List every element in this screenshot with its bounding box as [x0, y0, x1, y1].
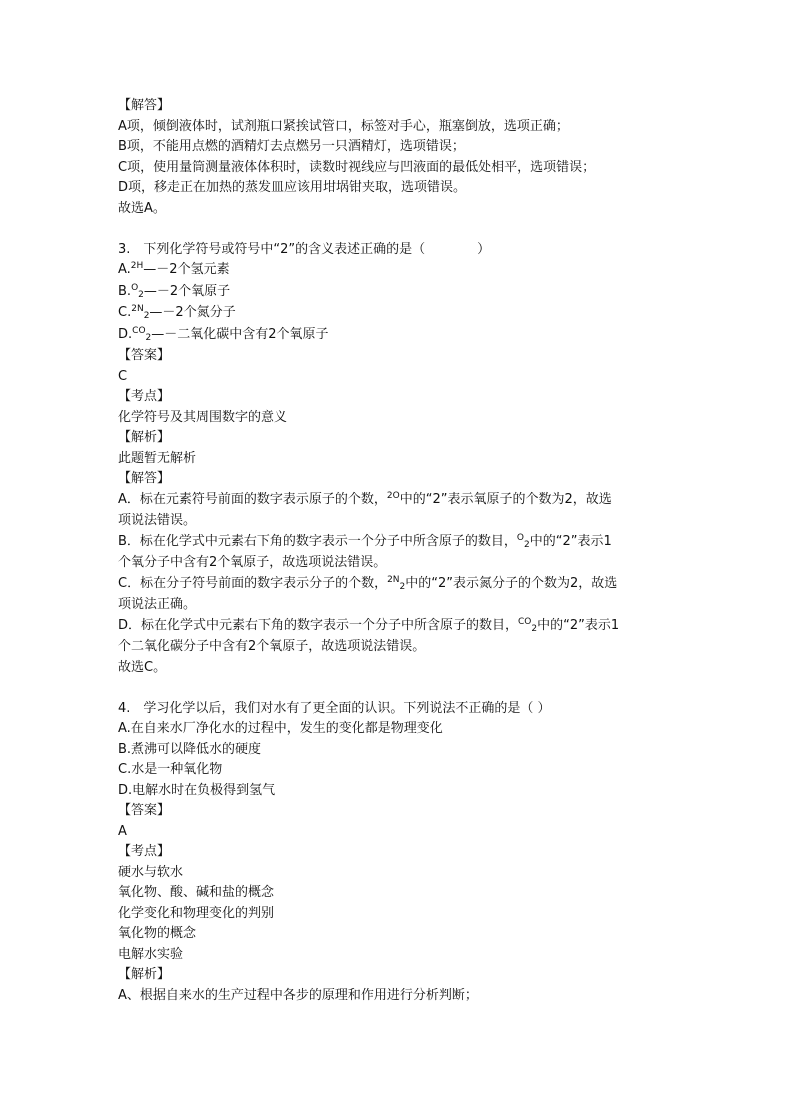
jiexi-value: 此题暂无解析 [118, 450, 197, 466]
spacer [118, 219, 678, 240]
question-3-option-c [118, 303, 678, 325]
jiexi-heading: 【解析】 [118, 967, 171, 982]
jiexi-heading: 【解析】 [118, 430, 171, 445]
formula: CO [132, 325, 146, 336]
formula: 2O [386, 490, 400, 501]
answer-heading: 【答案】 [118, 348, 171, 363]
spacer [118, 678, 678, 699]
question-4-option-b: B.煮沸可以降低水的硬度 [118, 741, 262, 757]
text: B．标在化学式中元素右下角的数字表示一个分子中所含原子的数目， [118, 533, 517, 549]
jieda-b-line-1 [118, 532, 678, 554]
question-4-option-a: A.在自来水厂净化水的过程中，发生的变化都是物理变化 [118, 721, 443, 736]
option-prefix: A. [118, 262, 131, 277]
jieda-heading: 【解答】 [118, 471, 171, 486]
formula-subscript: 2 [399, 581, 406, 592]
formula: CO [518, 616, 532, 627]
solution-conclusion: 故选A。 [118, 200, 166, 216]
question-4-option-d: D.电解水时在负极得到氢气 [118, 782, 276, 798]
formula: O [516, 532, 525, 543]
formula: O [131, 282, 139, 293]
option-prefix: C. [118, 305, 132, 320]
jieda-a-line-1 [118, 490, 678, 512]
option-prefix: D. [118, 326, 133, 342]
question-3-conclusion: 故选C。 [118, 659, 167, 675]
solution-line-c: C项，使用量筒测量液体体积时，读数时视线应与凹液面的最低处相平，选项错误； [118, 159, 596, 175]
option-text: —－2个氮分子 [149, 305, 236, 320]
option-prefix: B. [118, 283, 132, 299]
section-heading-jieda: 【解答】 [118, 98, 171, 113]
option-text: —－2个氧原子 [143, 283, 231, 299]
kaodian-heading: 【考点】 [118, 844, 171, 859]
option-text: —－2个氢元素 [143, 262, 230, 277]
jiexi-value: A、根据自来水的生产过程中各步的原理和作用进行分析判断； [118, 987, 478, 1003]
jieda-c-line-2: 项说法正确。 [118, 597, 197, 612]
jieda-d-line-2: 个二氧化碳分子中含有2个氧原子，故选项说法错误。 [118, 639, 426, 654]
kaodian-item: 电解水实验 [118, 946, 184, 962]
answer-value: A [118, 823, 127, 839]
formula-subscript: 2 [531, 623, 538, 634]
text: 中的“2”表示氮分子的个数为2，故选 [405, 575, 618, 591]
formula: 2H [130, 261, 144, 271]
text: C．标在分子符号前面的数字表示分子的个数， [118, 575, 388, 591]
question-3-option-a [118, 260, 678, 282]
question-3-option-d [118, 325, 678, 347]
formula-subscript: 2 [143, 311, 150, 321]
kaodian-item: 化学变化和物理变化的判别 [118, 905, 275, 921]
jieda-a-line-2: 项说法错误。 [118, 513, 197, 528]
jieda-b-line-2: 个氧分子中含有2个氧原子，故选项说法错误。 [118, 555, 387, 570]
jieda-d-line-1 [118, 616, 678, 638]
text: D．标在化学式中元素右下角的数字表示一个分子中所含原子的数目， [118, 617, 519, 633]
question-4-stem: 4. 学习化学以后，我们对水有了更全面的认识。下列说法不正确的是（ ） [118, 700, 551, 716]
text: 中的“2”表示1 [529, 533, 612, 549]
formula-subscript: 2 [138, 289, 144, 300]
kaodian-value: 化学符号及其周围数字的意义 [118, 409, 288, 425]
formula: 2N [387, 574, 400, 585]
solution-line-b: B项，不能用点燃的酒精灯去点燃另一只酒精灯，选项错误； [118, 139, 465, 154]
answer-value: C [118, 368, 128, 384]
text: 中的“2”表示1 [537, 617, 620, 633]
option-text: —－二氧化碳中含有2个氧原子 [151, 326, 329, 342]
question-3-option-b [118, 282, 678, 304]
question-3-stem: 3. 下列化学符号或符号中“2”的含义表述正确的是（ ） [118, 241, 491, 257]
text: 中的“2”表示氧原子的个数为2，故选 [399, 491, 612, 507]
jieda-c-line-1 [118, 574, 678, 596]
text: A．标在元素符号前面的数字表示原子的个数， [118, 491, 387, 507]
question-4-option-c: C.水是一种氧化物 [118, 762, 223, 777]
kaodian-item: 氧化物的概念 [118, 926, 197, 941]
formula-subscript: 2 [524, 539, 530, 550]
document-page [118, 96, 678, 1006]
answer-heading: 【答案】 [118, 803, 171, 818]
formula: 2N [131, 304, 144, 314]
solution-line-d: D项，移走正在加热的蒸发皿应该用坩埚钳夹取，选项错误。 [118, 180, 467, 195]
kaodian-item: 硬水与软水 [118, 864, 184, 880]
solution-line-a: A项，倾倒液体时，试剂瓶口紧挨试管口，标签对手心，瓶塞倒放，选项正确； [118, 118, 569, 134]
kaodian-item: 氧化物、酸、碱和盐的概念 [118, 885, 275, 900]
formula-subscript: 2 [145, 332, 152, 343]
kaodian-heading: 【考点】 [118, 389, 171, 404]
